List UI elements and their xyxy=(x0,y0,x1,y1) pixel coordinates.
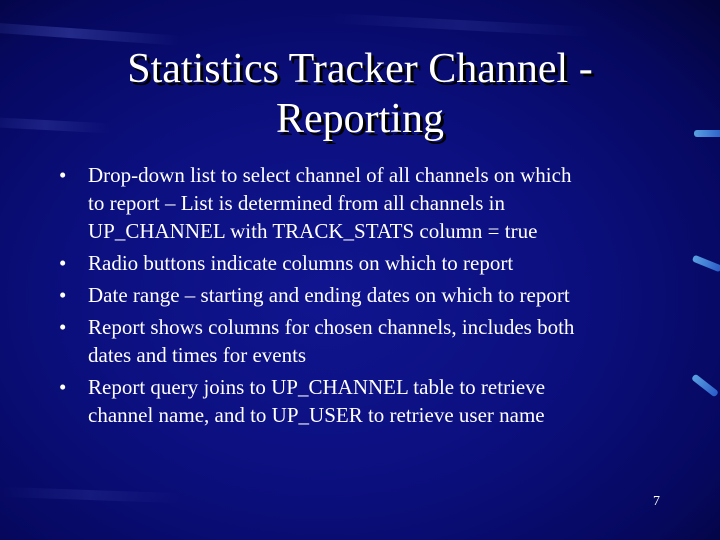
page-number: 7 xyxy=(653,494,660,509)
decorative-edge-mark xyxy=(692,255,720,273)
bullet-text-line: Date range – starting and ending dates on which to report xyxy=(88,283,570,307)
bullet-icon: • xyxy=(59,375,67,399)
bullet-item xyxy=(56,313,666,369)
bullet-text-line: to report – List is determined from all channels in xyxy=(88,191,505,215)
bullet-text-line: Report query joins to UP_CHANNEL table to retrieve xyxy=(88,375,546,399)
bullet-text-line: dates and times for events xyxy=(88,343,307,367)
bullet-item xyxy=(56,161,666,245)
bullet-text-line: Report shows columns for chosen channels, includes both xyxy=(88,315,575,339)
bullet-icon: • xyxy=(59,163,67,187)
bullet-item xyxy=(56,249,666,277)
slide-title xyxy=(60,44,660,144)
slide-title-line: Reporting xyxy=(276,96,444,142)
bullet-text-line: UP_CHANNEL with TRACK_STATS column = true xyxy=(88,219,538,243)
decorative-streak xyxy=(0,20,180,45)
bullet-icon: • xyxy=(59,283,67,307)
bullet-text-line: channel name, and to UP_USER to retrieve user name xyxy=(88,403,545,427)
decorative-streak xyxy=(0,487,180,503)
bullet-icon: • xyxy=(59,315,67,339)
decorative-edge-mark xyxy=(691,374,719,398)
bullet-text-line: Radio buttons indicate columns on which to report xyxy=(88,251,514,275)
decorative-streak xyxy=(330,13,590,37)
bullet-text-line: Drop-down list to select channel of all channels on which xyxy=(88,163,572,187)
bullet-list xyxy=(56,161,666,433)
bullet-item xyxy=(56,373,666,429)
slide-title-line: Statistics Tracker Channel - xyxy=(127,46,593,92)
bullet-item xyxy=(56,281,666,309)
decorative-edge-mark xyxy=(694,130,720,137)
bullet-icon: • xyxy=(59,251,67,275)
